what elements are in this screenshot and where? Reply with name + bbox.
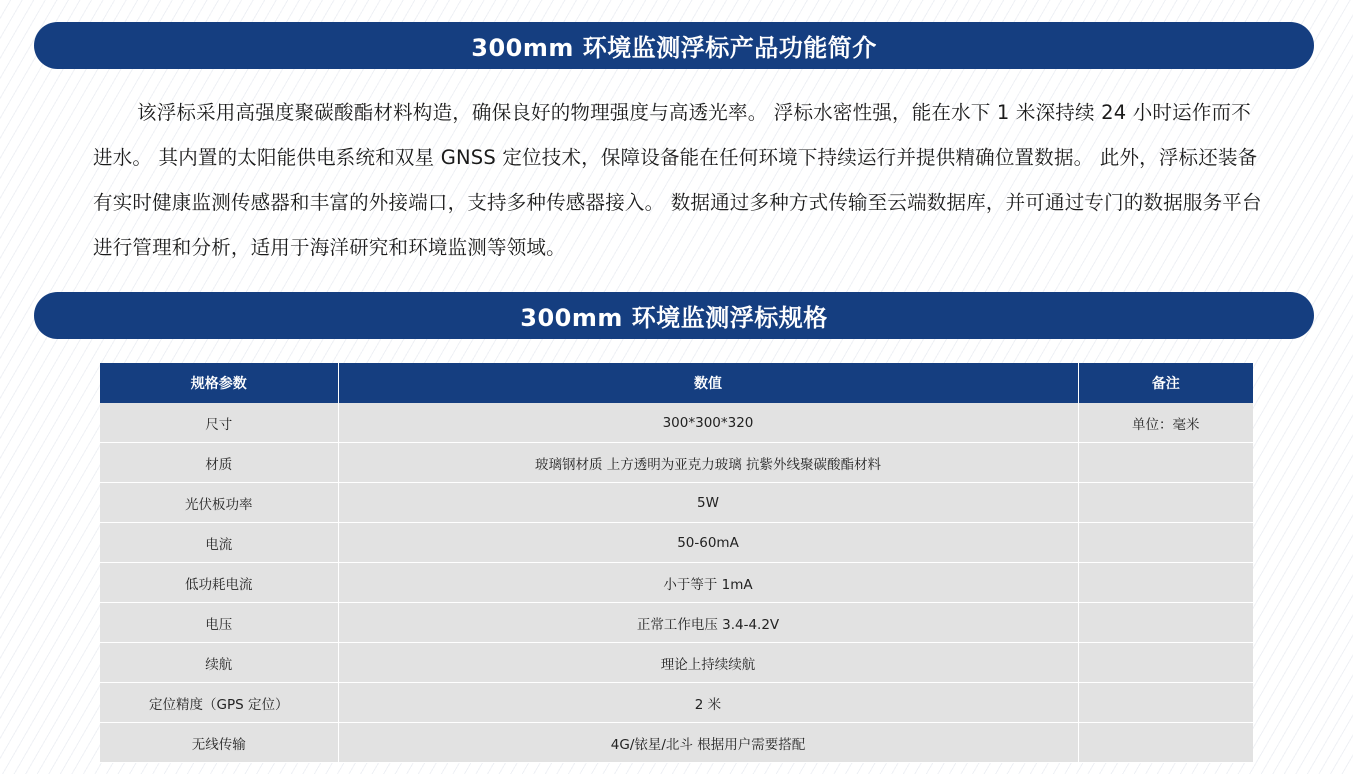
param-cell: 续航 [100, 643, 338, 683]
header-note: 备注 [1078, 363, 1253, 403]
value-cell: 玻璃钢材质 上方透明为亚克力玻璃 抗紫外线聚碳酸酯材料 [338, 443, 1078, 483]
value-cell: 5W [338, 483, 1078, 523]
section-title-banner-spec [34, 292, 1314, 339]
spec-table [100, 363, 1253, 763]
spec-title: 300mm 环境监测浮标规格 [520, 304, 828, 332]
param-cell: 低功耗电流 [100, 563, 338, 603]
note-cell [1078, 563, 1253, 603]
value-cell: 4G/铱星/北斗 根据用户需要搭配 [338, 723, 1078, 763]
param-cell: 电压 [100, 603, 338, 643]
param-cell: 材质 [100, 443, 338, 483]
note-cell [1078, 723, 1253, 763]
table-row [100, 403, 1253, 443]
header-param: 规格参数 [100, 363, 338, 403]
note-cell [1078, 483, 1253, 523]
note-cell [1078, 643, 1253, 683]
table-row [100, 523, 1253, 563]
note-cell [1078, 683, 1253, 723]
note-cell [1078, 603, 1253, 643]
note-cell: 单位：毫米 [1078, 403, 1253, 443]
table-row [100, 723, 1253, 763]
param-cell: 光伏板功率 [100, 483, 338, 523]
note-cell [1078, 443, 1253, 483]
table-row [100, 563, 1253, 603]
note-cell [1078, 523, 1253, 563]
value-cell: 2 米 [338, 683, 1078, 723]
section-title-banner-intro [34, 22, 1314, 69]
param-cell: 电流 [100, 523, 338, 563]
value-cell: 正常工作电压 3.4-4.2V [338, 603, 1078, 643]
table-row [100, 443, 1253, 483]
table-row [100, 643, 1253, 683]
param-cell: 定位精度（GPS 定位） [100, 683, 338, 723]
value-cell: 理论上持续续航 [338, 643, 1078, 683]
table-row [100, 483, 1253, 523]
value-cell: 小于等于 1mA [338, 563, 1078, 603]
header-value: 数值 [338, 363, 1078, 403]
param-cell: 无线传输 [100, 723, 338, 763]
param-cell: 尺寸 [100, 403, 338, 443]
spec-table-header-row [100, 363, 1253, 403]
intro-title: 300mm 环境监测浮标产品功能简介 [471, 34, 877, 62]
value-cell: 300*300*320 [338, 403, 1078, 443]
table-row [100, 603, 1253, 643]
table-row [100, 683, 1253, 723]
intro-paragraph: 该浮标采用高强度聚碳酸酯材料构造，确保良好的物理强度与高透光率。 浮标水密性强，能在水下 1 米深持续 24 小时运作而不进水。 其内置的太阳能供电系统和双星 GNSS 定位技术，保障设备能在任何环境下持续运行并提供精确位置数据。 此外，浮标还装备有实时健康监测传感器和丰富的外接端口，支持多种传感器接入。 数据通过多种方式传输至云端数据库，并可通过专门的数据服务平台进行管理和分析，适用于海洋研究和环境监测等领域。 [93, 101, 1262, 259]
value-cell: 50-60mA [338, 523, 1078, 563]
